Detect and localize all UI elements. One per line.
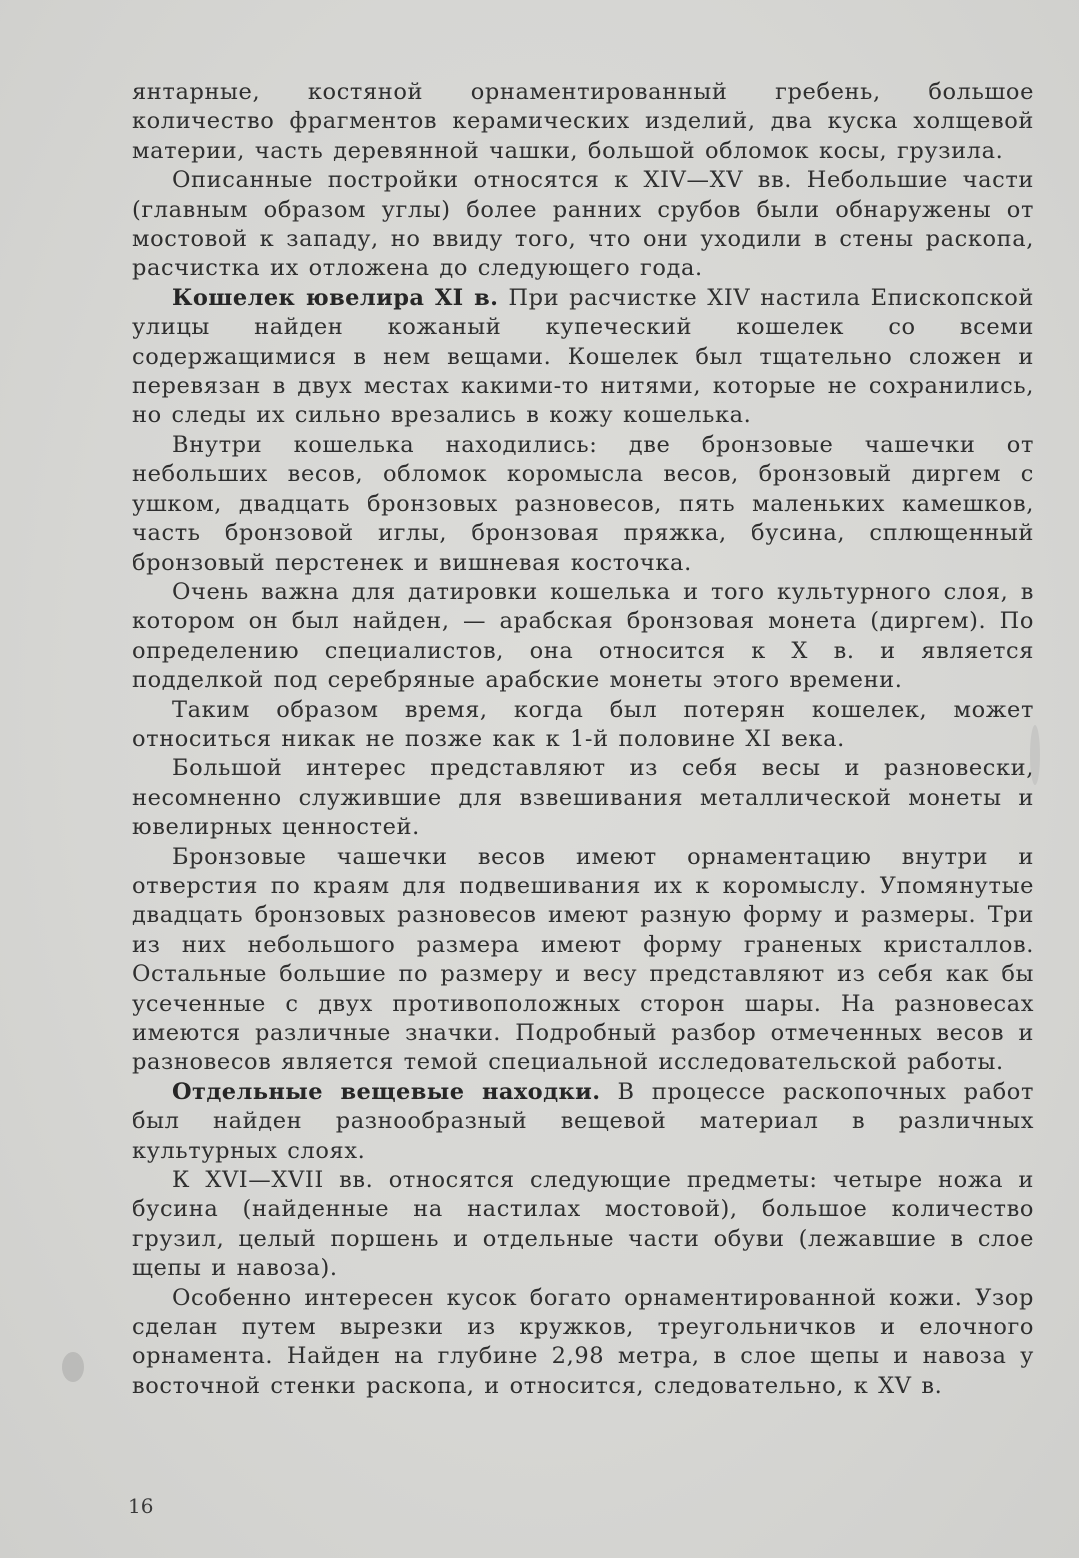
paragraph-text: Бронзовые чашечки весов имеют орнаментацию внутри и отверстия по краям для подвешивания их к коромыслу. Упомянутые двадцать бронзовых разновесов имеют разную форму и размеры. Три из них небольшого размера имеют форму граненых кристаллов. Остальные большие по размеру и весу представляют из себя как бы усеченные с двух противоположных сторон шары. На разновесах имеются различные значки. Подробный разбор отмеченных весов и разновесов является темой специальной исследовательской работы. [132,843,1034,1076]
paragraph-6 [132,696,1034,755]
paragraph-1 [132,78,1034,166]
paragraph-8 [132,843,1034,1078]
section-heading-finds: Отдельные вещевые находки. [172,1078,601,1105]
paragraph-text: При расчистке XIV настила Епископской улицы найден кожаный купеческий кошелек со всеми содержащимися в нем вещами. Кошелек был тщательно сложен и перевязан в двух местах какими-то нитями, которые не сохранились, но следы их сильно врезались в кожу кошелька. [132,284,1034,429]
paragraph-text: Внутри кошелька находились: две бронзовые чашечки от небольших весов, обломок коромысла весов, бронзовый диргем с ушком, двадцать бронзовых разновесов, пять маленьких камешков, часть бронзовой иглы, бронзовая пряжка, бусина, сплющенный бронзовый перстенек и вишневая косточка. [132,431,1034,576]
paragraph-11 [132,1284,1034,1402]
paragraph-2 [132,166,1034,284]
paragraph-text: К XVI—XVII вв. относятся следующие предметы: четыре ножа и бусина (найденные на настилах мостовой), большое количество грузил, целый поршень и отдельные части обуви (лежавшие в слое щепы и навоза). [132,1167,1034,1282]
paragraph-4 [132,431,1034,578]
paragraph-3 [132,284,1034,431]
body-text [132,78,1034,1401]
paragraph-text: Большой интерес представляют из себя весы и разновески, несомненно служившие для взвешивания металлической монеты и ювелирных ценностей. [132,755,1034,841]
paragraph-text: Очень важна для датировки кошелька и того культурного слоя, в котором он был найден, — арабская бронзовая монета (диргем). По определению специалистов, она относится к X в. и является подделкой под серебряные арабские монеты этого времени. [132,578,1034,694]
paragraph-9 [132,1078,1034,1166]
paragraph-text: янтарные, костяной орнаментированный гребень, большое количество фрагментов керамических изделий, два куска холщевой материи, часть деревянной чашки, большой обломок косы, грузила. [132,79,1034,164]
ink-smudge [1030,725,1040,785]
paragraph-5 [132,578,1034,696]
page-number: 16 [128,1494,154,1518]
section-heading-purse: Кошелек ювелира XI в. [172,284,499,311]
paragraph-text: Особенно интересен кусок богато орнаментированной кожи. Узор сделан путем вырезки из кружков, треугольничков и елочного орнамента. Найден на глубине 2,98 метра, в слое щепы и навоза у восточной стенки раскопа, и относится, следовательно, к XV в. [132,1284,1034,1399]
paragraph-7 [132,754,1034,842]
paragraph-text: Таким образом время, когда был потерян кошелек, может относиться никак не позже как к 1-й половине XI века. [132,696,1034,752]
ink-smudge [62,1352,84,1382]
paragraph-text: Описанные постройки относятся к XIV—XV вв. Небольшие части (главным образом углы) более ранних срубов были обнаружены от мостовой к западу, но ввиду того, что они уходили в стены раскопа, расчистка их отложена до следующего года. [132,167,1034,282]
paragraph-10 [132,1166,1034,1284]
paragraph-text: В процессе раскопочных работ был найден разнообразный вещевой материал в различных культурных слоях. [132,1078,1034,1164]
